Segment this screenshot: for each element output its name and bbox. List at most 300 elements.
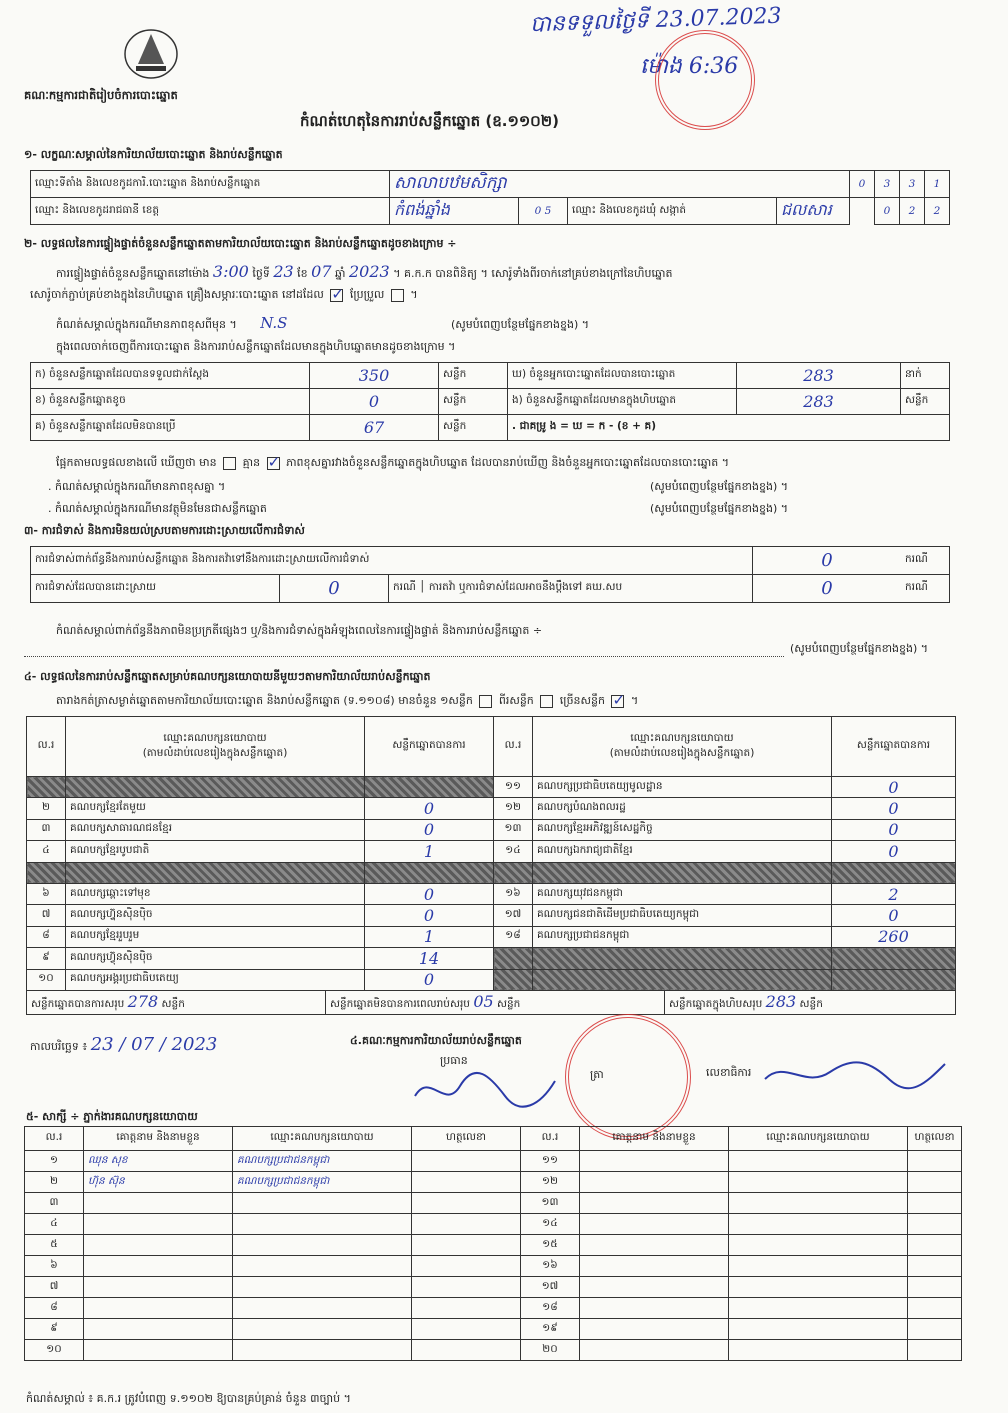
difference-note-line	[56, 314, 589, 334]
witness-no-left: ៥	[25, 1235, 84, 1256]
witness-col-party-right: ឈ្មោះគណបក្សនយោបាយ	[729, 1127, 908, 1151]
discrepancy-line	[56, 456, 729, 472]
location-code-2: 3	[875, 171, 900, 198]
witness-no-left: ៣	[25, 1193, 84, 1214]
section4-heading: ៤- លទ្ធផលនៃការរាប់សន្លឹកឆ្នោតសម្រាប់គណបក្សនយោបាយនីមួយៗតាមការិយាល័យរាប់សន្លឹកឆ្នោត	[24, 670, 431, 683]
witness-party-right	[729, 1298, 908, 1319]
count-ballotbox-label: ង) ចំនួនសន្លឹកឆ្នោតដែលមានក្នុងហិបឆ្នោត	[508, 389, 737, 415]
discrepancy-text-c: ភាពខុសគ្នារវាងចំនួនសន្លឹកឆ្នោតក្នុងហិបឆ្នោត ដែលបានរាប់ឃើញ និងចំនួនអ្នកបោះឆ្នោតដែលបានបោះឆ្នោត ។	[286, 456, 729, 469]
total-valid-cell	[27, 991, 326, 1015]
party-no-left: ៤	[27, 841, 66, 862]
witness-sign-right	[908, 1193, 962, 1214]
witness-name-left	[84, 1277, 233, 1298]
witness-name-left	[84, 1235, 233, 1256]
objection-value: 0	[753, 547, 902, 575]
witness-party-right	[729, 1319, 908, 1340]
witness-party-left	[233, 1256, 412, 1277]
witness-col-party-left: ឈ្មោះគណបក្សនយោបាយ	[233, 1127, 412, 1151]
commune-label: ឈ្មោះ និងលេខកូដឃុំ សង្កាត់	[568, 198, 777, 225]
witness-party-right	[729, 1235, 908, 1256]
counts-table	[30, 362, 950, 441]
witness-sign-right	[908, 1235, 962, 1256]
total-box-label: សន្លឹកឆ្នោតក្នុងហិបសរុប	[669, 998, 763, 1010]
witness-sign-left	[412, 1319, 521, 1340]
count-unused-label: គ) ចំនួនសន្លឹកឆ្នោតដែលមិនបានប្រើ	[31, 415, 310, 441]
witness-name-right	[580, 1277, 729, 1298]
total-valid-label: សន្លឹកឆ្នោតបានការសរុប	[31, 998, 125, 1010]
col-party-left	[66, 717, 365, 777]
party-votes-right: 2	[832, 883, 956, 904]
party-name-left: គណបក្សហ្វ៊ុនស៊ិនប៉ិច	[66, 905, 365, 926]
witness-row	[25, 1214, 962, 1235]
discrepancy-text-a: ផ្អែកតាមលទ្ធផលខាងលើ ឃើញថា មាន	[56, 456, 217, 469]
province-code-1: 0	[534, 205, 542, 217]
party-no-right	[494, 969, 533, 990]
changed-checkbox[interactable]	[391, 289, 404, 302]
party-votes-left: 14	[365, 948, 494, 969]
witness-no-right: ១៣	[521, 1193, 580, 1214]
results-row	[27, 819, 956, 840]
witness-row	[25, 1235, 962, 1256]
party-no-right	[494, 862, 533, 883]
total-box-value: 283	[765, 992, 797, 1011]
col-votes-right: សន្លឹកឆ្នោតបានការ	[832, 717, 956, 777]
witness-row	[25, 1193, 962, 1214]
total-valid-unit: សន្លឹក	[161, 998, 185, 1010]
verification-day: 23	[273, 262, 294, 281]
party-name-left: គណបក្សខ្មែរតែមួយ	[66, 798, 365, 819]
witness-party-left: គណបក្សប្រជាជនកម្ពុជា	[233, 1172, 412, 1193]
party-name-left: គណបក្សខ្មែរបូបជាតិ	[66, 841, 365, 862]
witness-sign-right	[908, 1319, 962, 1340]
witness-name-left: ឈុន សុខ	[84, 1151, 233, 1172]
province-value: កំពង់ឆ្នាំង	[390, 198, 519, 225]
witness-party-left	[233, 1298, 412, 1319]
witness-sign-left	[412, 1298, 521, 1319]
witness-party-left	[233, 1340, 412, 1361]
total-box-unit: សន្លឹក	[799, 998, 823, 1010]
witness-sign-right	[908, 1214, 962, 1235]
objection-unit: ករណី	[901, 547, 950, 575]
witness-sign-left	[412, 1340, 521, 1361]
witness-party-left	[233, 1235, 412, 1256]
party-no-left: ១០	[27, 969, 66, 990]
witness-no-right: ១៩	[521, 1319, 580, 1340]
party-votes-right: 0	[832, 841, 956, 862]
count-voters-label: ឃ) ចំនួនអ្នកបោះឆ្នោតដែលបានបោះឆ្នោត	[508, 363, 737, 389]
witness-sign-left	[412, 1172, 521, 1193]
count-intro: ក្នុងពេលចាក់ចេញពីការបោះឆ្នោត និងការរាប់សន្លឹកឆ្នោតដែលមានក្នុងហិបឆ្នោតមានដូចខាងក្រោម ។	[56, 340, 456, 353]
witness-name-right	[580, 1298, 729, 1319]
party-name-right	[533, 969, 832, 990]
tally-sheet-line	[56, 694, 638, 710]
count-unused-value: 67	[310, 415, 439, 441]
witness-no-left: ៨	[25, 1298, 84, 1319]
party-name-left	[66, 777, 365, 798]
official-seal-top	[655, 30, 755, 130]
total-invalid-value: 05	[473, 992, 494, 1011]
party-name-right: គណបក្សឯករាជ្យជាតិខ្មែរ	[533, 841, 832, 862]
witness-col-sign-left: ហត្ថលេខា	[412, 1127, 521, 1151]
results-row	[27, 926, 956, 947]
secretary-signature	[760, 1054, 950, 1097]
witness-party-right	[729, 1277, 908, 1298]
party-no-right: ១៧	[494, 905, 533, 926]
witness-party-left	[233, 1277, 412, 1298]
witness-name-left	[84, 1319, 233, 1340]
section3-heading: ៣- ការជំទាស់ និងការមិនយល់ស្របតាមការដោះស្រាយលើការជំទាស់	[24, 524, 305, 537]
party-name-left: គណបក្សឆ្ពោះទៅមុខ	[66, 883, 365, 904]
verification-line	[56, 262, 672, 283]
verification-text-b: ថ្ងៃទី	[252, 267, 270, 280]
party-no-right: ១២	[494, 798, 533, 819]
party-votes-left: 1	[365, 926, 494, 947]
party-name-right	[533, 948, 832, 969]
party-votes-right	[832, 862, 956, 883]
witness-party-right	[729, 1256, 908, 1277]
witness-name-left	[84, 1193, 233, 1214]
total-invalid-label: សន្លឹកឆ្នោតមិនបានការពេលរាប់សរុប	[330, 998, 470, 1010]
count-spoiled-label: ខ) ចំនួនសន្លឹកឆ្នោតខូច	[31, 389, 310, 415]
party-no-right: ១១	[494, 777, 533, 798]
note1-line	[48, 480, 788, 496]
witness-no-right: ១៤	[521, 1214, 580, 1235]
witness-table	[24, 1126, 962, 1361]
witness-no-right: ១៨	[521, 1298, 580, 1319]
many-sheets-label: ច្រើនសន្លឹក	[559, 694, 605, 707]
party-no-right: ១៣	[494, 819, 533, 840]
irregularity-dots	[24, 656, 784, 657]
national-emblem-icon	[120, 24, 182, 82]
seal-status-line: សោរ៉ូចាក់ភ្ជាប់គ្រប់ខាងក្នុងនៃហិបឆ្នោត គ្រឿងសម្ភារៈបោះឆ្នោត នៅដដែល ✓ ប្រែប្រួល ។	[30, 288, 418, 304]
one-sheet-checkbox[interactable]	[479, 695, 492, 708]
province-code-2: 5	[544, 205, 552, 217]
resolved-label: ការជំទាស់ដែលបានដោះស្រាយ	[31, 575, 280, 603]
count-formula: . ជាគម្រូ ង = ឃ = ក - (ខ + គ)	[508, 415, 950, 441]
party-no-right: ១៨	[494, 926, 533, 947]
results-row	[27, 798, 956, 819]
witness-no-left: ១០	[25, 1340, 84, 1361]
note2-tail: (សូមបំពេញបន្ថែមផ្នែកខាងខ្នង) ។	[649, 502, 788, 515]
chair-label: ប្រធាន	[440, 1054, 468, 1067]
commune-value: ជលសារ	[777, 198, 850, 225]
objections-table	[30, 546, 950, 603]
verification-text-d: ឆ្នាំ	[335, 267, 346, 280]
party-no-right	[494, 948, 533, 969]
results-row	[27, 862, 956, 883]
count-unused-unit: សន្លឹក	[439, 415, 508, 441]
verification-text-e: ។ គ.ក.ក បានពិនិត្យ ។ សោរ៉ូទាំងពីរចាក់នៅគ្រប់ខាងក្រៅនៃហិបឆ្នោត	[393, 267, 673, 280]
party-name-right: គណបក្សជនជាតិដើមប្រជាធិបតេយ្យកម្ពុជា	[533, 905, 832, 926]
witness-no-right: ១៦	[521, 1256, 580, 1277]
total-invalid-unit: សន្លឹក	[497, 998, 521, 1010]
witness-name-right	[580, 1340, 729, 1361]
witness-party-right	[729, 1193, 908, 1214]
witness-sign-right	[908, 1256, 962, 1277]
witness-name-right	[580, 1214, 729, 1235]
count-received-label: ក) ចំនួនសន្លឹកឆ្នោតដែលបានទទួលជាក់ស្តែង	[31, 363, 310, 389]
results-row	[27, 948, 956, 969]
received-note: បានទទួលថ្ងៃទី 23.07.2023	[529, 3, 782, 38]
resolved-value: 0	[280, 575, 389, 603]
verification-text-c: ខែ	[297, 267, 308, 280]
witness-party-left	[233, 1319, 412, 1340]
results-row	[27, 841, 956, 862]
witness-row	[25, 1172, 962, 1193]
witness-no-left: ៦	[25, 1256, 84, 1277]
verification-year: 2023	[349, 262, 390, 281]
witness-row	[25, 1256, 962, 1277]
party-votes-right: 260	[832, 926, 956, 947]
witness-no-right: ១៥	[521, 1235, 580, 1256]
section5-heading: ៥- សាក្សី ÷ ភ្នាក់ងារគណបក្សនយោបាយ	[26, 1110, 198, 1123]
party-no-left	[27, 777, 66, 798]
witness-name-right	[580, 1172, 729, 1193]
count-spoiled-value: 0	[310, 389, 439, 415]
results-table	[26, 716, 956, 991]
tally-sheet-end: ។	[630, 694, 639, 707]
party-no-left: ៩	[27, 948, 66, 969]
witness-sign-left	[412, 1277, 521, 1298]
note1-label: . កំណត់សម្គាល់ក្នុងករណីមានភាពខុសគ្នា ។	[48, 480, 226, 493]
witness-no-left: ៤	[25, 1214, 84, 1235]
party-votes-left: 0	[365, 883, 494, 904]
province-code	[519, 198, 568, 225]
has-discrepancy-checkbox[interactable]	[223, 457, 236, 470]
party-votes-right	[832, 948, 956, 969]
count-received-value: 350	[310, 363, 439, 389]
official-seal-bottom	[565, 1014, 691, 1140]
note2-line	[48, 502, 788, 518]
location-code-4: 1	[925, 171, 950, 198]
witness-party-right	[729, 1214, 908, 1235]
witness-no-right: ១២	[521, 1172, 580, 1193]
witness-sign-right	[908, 1151, 962, 1172]
date-label: កាលបរិច្ឆេទ ៖	[30, 1040, 88, 1053]
verification-text-a: ការផ្ទៀងផ្ទាត់ចំនួនសន្លឹកឆ្នោតនៅម៉ោង	[56, 267, 210, 280]
party-votes-left: 0	[365, 819, 494, 840]
commune-code-1: 0	[875, 198, 900, 225]
discrepancy-text-b: គ្មាន	[242, 456, 261, 469]
party-votes-right: 0	[832, 777, 956, 798]
witness-no-right: ១៧	[521, 1277, 580, 1298]
results-row	[27, 905, 956, 926]
witness-row	[25, 1298, 962, 1319]
verification-time: 3:00	[212, 262, 249, 281]
party-no-right: ១៤	[494, 841, 533, 862]
no-discrepancy-checkbox[interactable]	[267, 457, 280, 470]
appeal-label: ករណី │ ការតវ៉ា ឬការជំទាស់ដែលអាចនឹងប្តឹងទៅ គឃ.សប	[389, 575, 753, 603]
witness-name-right	[580, 1235, 729, 1256]
col-party-right-sub: (តាមលំដាប់លេខរៀងក្នុងសន្លឹកឆ្នោត)	[609, 746, 755, 759]
witness-col-no-right: ល.រ	[521, 1127, 580, 1151]
results-row	[27, 883, 956, 904]
col-party-right-title: ឈ្មោះគណបក្សនយោបាយ	[630, 731, 734, 744]
received-time: ម៉ោង 6:36	[640, 54, 739, 79]
seal-label: ត្រា	[590, 1068, 604, 1081]
party-votes-left	[365, 777, 494, 798]
party-name-right: គណបក្សប្រជាធិបតេយ្យមូលដ្ឋាន	[533, 777, 832, 798]
witness-party-left: គណបក្សប្រជាជនកម្ពុជា	[233, 1151, 412, 1172]
results-row	[27, 777, 956, 798]
witness-party-right	[729, 1172, 908, 1193]
note2-label: . កំណត់សម្គាល់ក្នុងករណីមានវត្ថុមិនមែនជាសន្លឹកឆ្នោត	[48, 502, 267, 515]
witness-body	[25, 1151, 962, 1361]
irregularity-note: កំណត់សម្គាល់ពាក់ព័ន្ធនឹងភាពមិនប្រក្រតីផ្សេងៗ ឬ/និងការជំទាស់ក្នុងអំឡុងពេលនៃការផ្ទៀងផ្ទាត់ និងការរាប់សន្លឹកឆ្នោត ÷	[56, 624, 543, 637]
location-value: សាលាបឋមសិក្សា	[390, 171, 850, 198]
changed-label: ប្រែប្រួល	[349, 288, 385, 301]
party-no-left: ៦	[27, 883, 66, 904]
party-no-left: ២	[27, 798, 66, 819]
location-code-1: 0	[850, 171, 875, 198]
witness-name-left	[84, 1340, 233, 1361]
party-name-right: គណបក្សបំណងពលរដ្ឋ	[533, 798, 832, 819]
objection-label: ការជំទាស់ពាក់ព័ន្ធនឹងការរាប់សន្លឹកឆ្នោត និងការតវ៉ាទៅនឹងការដោះស្រាយលើការជំទាស់	[31, 547, 753, 575]
date-value: 23 / 07 / 2023	[90, 1034, 218, 1055]
witness-col-no-left: ល.រ	[25, 1127, 84, 1151]
witness-name-left	[84, 1214, 233, 1235]
count-received-unit: សន្លឹក	[439, 363, 508, 389]
witness-party-left	[233, 1214, 412, 1235]
witness-name-left	[84, 1256, 233, 1277]
difference-note-label: កំណត់សម្គាល់ក្នុងករណីមានភាពខុសពីមុន ។	[56, 318, 237, 331]
difference-note-value: N.S	[260, 314, 288, 332]
results-row	[27, 969, 956, 990]
party-votes-left: 1	[365, 841, 494, 862]
col-no-left: ល.រ	[27, 717, 66, 777]
province-label: ឈ្មោះ និងលេខកូដរាជធានី ខេត្ត	[31, 198, 390, 225]
tally-sheet-text: តារាងកត់ត្រាសម្ងាត់ឆ្នោតតាមការិយាល័យបោះឆ្នោត និងរាប់សន្លឹកឆ្នោត (ទ.១១០៨) មានចំនួន ១សន្លឹក	[56, 694, 473, 707]
col-no-right: ល.រ	[494, 717, 533, 777]
witness-sign-left	[412, 1235, 521, 1256]
org-name: គណៈកម្មការជាតិរៀបចំការបោះឆ្នោត	[24, 88, 178, 102]
party-name-left	[66, 862, 365, 883]
party-no-right: ១៦	[494, 883, 533, 904]
appeal-unit: ករណី	[901, 575, 950, 603]
irregularity-tail: (សូមបំពេញបន្ថែមផ្នែកខាងខ្នង) ។	[790, 642, 929, 655]
party-votes-left: 0	[365, 905, 494, 926]
party-name-right	[533, 862, 832, 883]
party-no-left: ៨	[27, 926, 66, 947]
witness-row	[25, 1319, 962, 1340]
two-sheets-checkbox[interactable]	[540, 695, 553, 708]
witness-sign-right	[908, 1340, 962, 1361]
witness-no-left: ១	[25, 1151, 84, 1172]
party-name-left: គណបក្សហ៊្វុនស៊ិនប៉ិច	[66, 948, 365, 969]
witness-row	[25, 1151, 962, 1172]
party-name-right: គណបក្សខ្មែរអភិវឌ្ឍន៍សេដ្ឋកិច្ច	[533, 819, 832, 840]
appeal-label-text: ការតវ៉ា ឬការជំទាស់ដែលអាចនឹងប្តឹងទៅ គឃ.សប	[428, 581, 623, 593]
witness-sign-right	[908, 1172, 962, 1193]
witness-col-name-left: គោត្តនាម និងនាមខ្លួន	[84, 1127, 233, 1151]
seal-status-text: សោរ៉ូចាក់ភ្ជាប់គ្រប់ខាងក្នុងនៃហិបឆ្នោត គ្រឿងសម្ភារៈបោះឆ្នោត នៅដដែល	[30, 288, 324, 301]
party-no-left	[27, 862, 66, 883]
chair-signature	[410, 1066, 560, 1119]
witness-col-name-right: គោត្តនាម និងនាមខ្លួន	[580, 1127, 729, 1151]
witness-row	[25, 1277, 962, 1298]
col-party-right	[533, 717, 832, 777]
count-spoiled-unit: សន្លឹក	[439, 389, 508, 415]
section1-heading: ១- លក្ខណៈសម្គាល់នៃការិយាល័យបោះឆ្នោត និងរាប់សន្លឹកឆ្នោត	[24, 148, 283, 161]
party-name-left: គណបក្សអង្គរប្រជាធិបតេយ្យ	[66, 969, 365, 990]
section2-heading: ២- លទ្ធផលនៃការផ្ទៀងផ្ទាត់ចំនួនសន្លឹកឆ្នោតតាមការិយាល័យបោះឆ្នោត និងរាប់សន្លឹកឆ្នោតដូចខាងក្រោម ÷	[24, 237, 457, 250]
location-code-3: 3	[900, 171, 925, 198]
page-title: កំណត់ហេតុនៃការរាប់សន្លឹកឆ្នោត (ឧ.១១០២)	[300, 112, 560, 130]
committee-label: ៤.គណៈកម្មការការិយាល័យរាប់សន្លឹកឆ្នោត	[350, 1034, 522, 1047]
party-votes-right: 0	[832, 819, 956, 840]
witness-sign-left	[412, 1256, 521, 1277]
witness-no-left: ២	[25, 1172, 84, 1193]
witness-no-left: ៩	[25, 1319, 84, 1340]
witness-sign-right	[908, 1277, 962, 1298]
witness-sign-left	[412, 1151, 521, 1172]
location-label: ឈ្មោះទីតាំង និងលេខកូដការិ.បោះឆ្នោត និងរាប់សន្លឹកឆ្នោត	[31, 171, 390, 198]
witness-party-left	[233, 1193, 412, 1214]
footnote: កំណត់សម្គាល់ ៖ គ.ក.រ ត្រូវបំពេញ ទ.១១០២ ឱ្យបានគ្រប់គ្រាន់ ចំនួន ៣ច្បាប់ ។	[26, 1392, 351, 1405]
witness-name-left: ហ៊ុន ស៊ុន	[84, 1172, 233, 1193]
witness-no-left: ៧	[25, 1277, 84, 1298]
resolved-unit: ករណី	[393, 581, 416, 593]
date-line	[30, 1034, 217, 1056]
difference-note-tail: (សូមបំពេញបន្ថែមផ្នែកខាងខ្នង) ។	[450, 318, 590, 331]
witness-no-right: ១១	[521, 1151, 580, 1172]
two-sheets-label: ពីរសន្លឹក	[498, 694, 534, 707]
total-valid-value: 278	[127, 992, 159, 1011]
verification-month: 07	[311, 262, 332, 281]
results-body	[27, 777, 956, 991]
total-invalid-cell	[326, 991, 665, 1015]
witness-sign-left	[412, 1214, 521, 1235]
party-votes-right: 0	[832, 798, 956, 819]
party-no-left: ៧	[27, 905, 66, 926]
total-box-cell	[665, 991, 956, 1015]
unchanged-checkbox[interactable]	[330, 289, 343, 302]
witness-name-right	[580, 1193, 729, 1214]
party-name-left: គណបក្សខ្មែររួបរួម	[66, 926, 365, 947]
party-name-right: គណបក្សយុវជនកម្ពុជា	[533, 883, 832, 904]
count-ballotbox-unit: សន្លឹក	[901, 389, 950, 415]
witness-name-right	[580, 1319, 729, 1340]
col-votes-left: សន្លឹកឆ្នោតបានការ	[365, 717, 494, 777]
count-voters-value: 283	[737, 363, 901, 389]
note1-tail: (សូមបំពេញបន្ថែមផ្នែកខាងខ្នង) ។	[649, 480, 788, 493]
many-sheets-checkbox[interactable]	[611, 695, 624, 708]
witness-col-sign-right: ហត្ថលេខា	[908, 1127, 962, 1151]
party-name-left: គណបក្សសាធារណជនខ្មែរ	[66, 819, 365, 840]
count-voters-unit: នាក់	[901, 363, 950, 389]
witness-sign-left	[412, 1193, 521, 1214]
witness-no-right: ២០	[521, 1340, 580, 1361]
count-ballotbox-value: 283	[737, 389, 901, 415]
party-votes-left: 0	[365, 969, 494, 990]
witness-sign-right	[908, 1298, 962, 1319]
witness-name-left	[84, 1298, 233, 1319]
party-name-right: គណបក្សប្រជាជនកម្ពុជា	[533, 926, 832, 947]
party-no-left: ៣	[27, 819, 66, 840]
totals-table	[26, 990, 956, 1015]
party-votes-right	[832, 969, 956, 990]
col-party-left-sub: (តាមលំដាប់លេខរៀងក្នុងសន្លឹកឆ្នោត)	[142, 746, 288, 759]
party-votes-left	[365, 862, 494, 883]
witness-name-right	[580, 1151, 729, 1172]
party-votes-left: 0	[365, 798, 494, 819]
col-party-left-title: ឈ្មោះគណបក្សនយោបាយ	[163, 731, 267, 744]
witness-name-right	[580, 1256, 729, 1277]
commune-code-2: 2	[900, 198, 925, 225]
party-votes-right: 0	[832, 905, 956, 926]
location-table	[30, 170, 950, 225]
commune-code-3: 2	[925, 198, 950, 225]
